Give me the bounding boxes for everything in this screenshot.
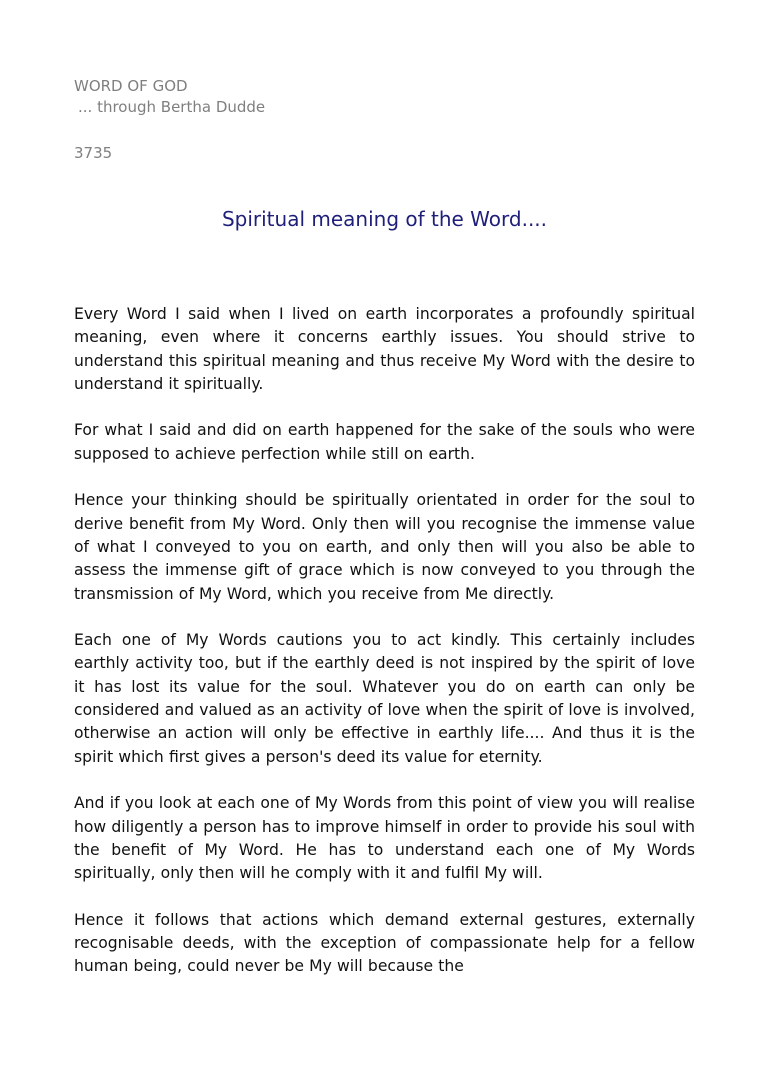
document-header (74, 76, 265, 118)
page-title: Spiritual meaning of the Word.... (221, 207, 548, 231)
document-number: 3735 (74, 144, 113, 162)
paragraph: Every Word I said when I lived on earth incorporates a profoundly spiritual meaning, even where it concerns earthly issues. You should strive to understand this spiritual meaning and thus receive My Word with the desire to understand it spiritually. (74, 305, 695, 393)
source-line: WORD OF GOD (74, 77, 188, 95)
paragraph: For what I said and did on earth happened for the sake of the souls who were supposed to achieve perfection while still on earth. (74, 421, 695, 463)
paragraph: And if you look at each one of My Words from this point of view you will realise how diligently a person has to improve himself in order to provide his soul with the benefit of My Word. He has to understand each one of My Words spiritually, only then will he comply with it and fulfil My will. (74, 794, 695, 883)
paragraph: Hence it follows that actions which demand external gestures, externally recognisable deeds, with the exception of compassionate help for a fellow human being, could never be My will because the (74, 910, 695, 976)
author-line: ... through Bertha Dudde (78, 98, 266, 116)
paragraph: Each one of My Words cautions you to act kindly. This certainly includes earthly activity too, but if the earthly deed is not inspired by the spirit of love it has lost its value for the soul. Whatever you do on earth can only be considered and valued as an activity of love when the spirit of love is involved, otherwise an action will only be effective in earthly life.... And thus it is the spirit which first gives a person's deed its value for eternity. (74, 631, 695, 766)
paragraph: Hence your thinking should be spiritually orientated in order for the soul to derive benefit from My Word. Only then will you recognise the immense value of what I conveyed to you on earth, and only then will you also be able to assess the immense gift of grace which is now conveyed to you through the transmission of My Word, which you receive from Me directly. (74, 491, 695, 603)
document-body (74, 303, 695, 1002)
